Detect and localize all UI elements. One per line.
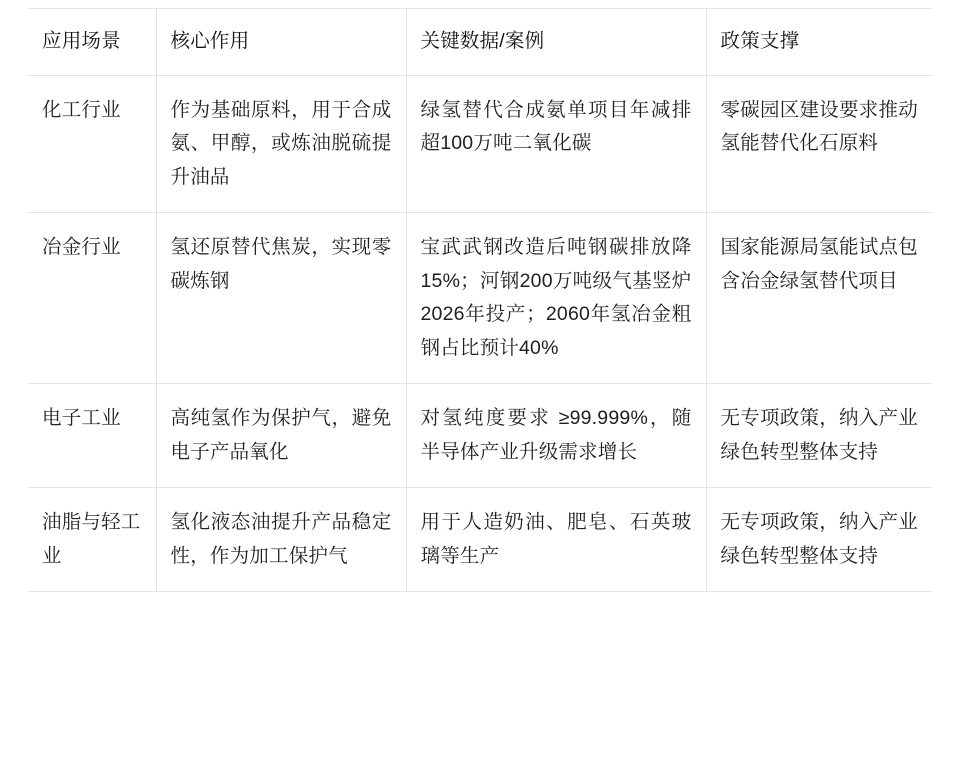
cell-policy: 无专项政策，纳入产业绿色转型整体支持 — [706, 384, 932, 488]
application-scenarios-table — [28, 8, 932, 592]
column-header-scene: 应用场景 — [28, 9, 156, 76]
cell-scene: 电子工业 — [28, 384, 156, 488]
cell-data: 宝武武钢改造后吨钢碳排放降15%；河钢200万吨级气基竖炉2026年投产；2060年氢冶金粗钢占比预计40% — [406, 213, 706, 384]
cell-scene: 冶金行业 — [28, 213, 156, 384]
cell-scene: 化工行业 — [28, 75, 156, 213]
table-row — [28, 213, 932, 384]
table-row — [28, 384, 932, 488]
cell-role: 氢化液态油提升产品稳定性，作为加工保护气 — [156, 488, 406, 592]
top-spacer — [28, 0, 932, 8]
cell-policy: 国家能源局氢能试点包含冶金绿氢替代项目 — [706, 213, 932, 384]
cell-policy: 零碳园区建设要求推动氢能替代化石原料 — [706, 75, 932, 213]
cell-policy: 无专项政策，纳入产业绿色转型整体支持 — [706, 488, 932, 592]
cell-role: 高纯氢作为保护气，避免电子产品氧化 — [156, 384, 406, 488]
table-row — [28, 75, 932, 213]
bottom-spacer — [28, 592, 932, 602]
cell-data: 用于人造奶油、肥皂、石英玻璃等生产 — [406, 488, 706, 592]
column-header-data: 关键数据/案例 — [406, 9, 706, 76]
table-header — [28, 9, 932, 76]
cell-data: 对氢纯度要求 ≥99.999%，随半导体产业升级需求增长 — [406, 384, 706, 488]
column-header-policy: 政策支撑 — [706, 9, 932, 76]
column-header-role: 核心作用 — [156, 9, 406, 76]
cell-role: 作为基础原料，用于合成氨、甲醇，或炼油脱硫提升油品 — [156, 75, 406, 213]
table-header-row — [28, 9, 932, 76]
cell-data: 绿氢替代合成氨单项目年减排超100万吨二氧化碳 — [406, 75, 706, 213]
cell-scene: 油脂与轻工业 — [28, 488, 156, 592]
cell-role: 氢还原替代焦炭，实现零碳炼钢 — [156, 213, 406, 384]
table-body — [28, 75, 932, 592]
table-row — [28, 488, 932, 592]
